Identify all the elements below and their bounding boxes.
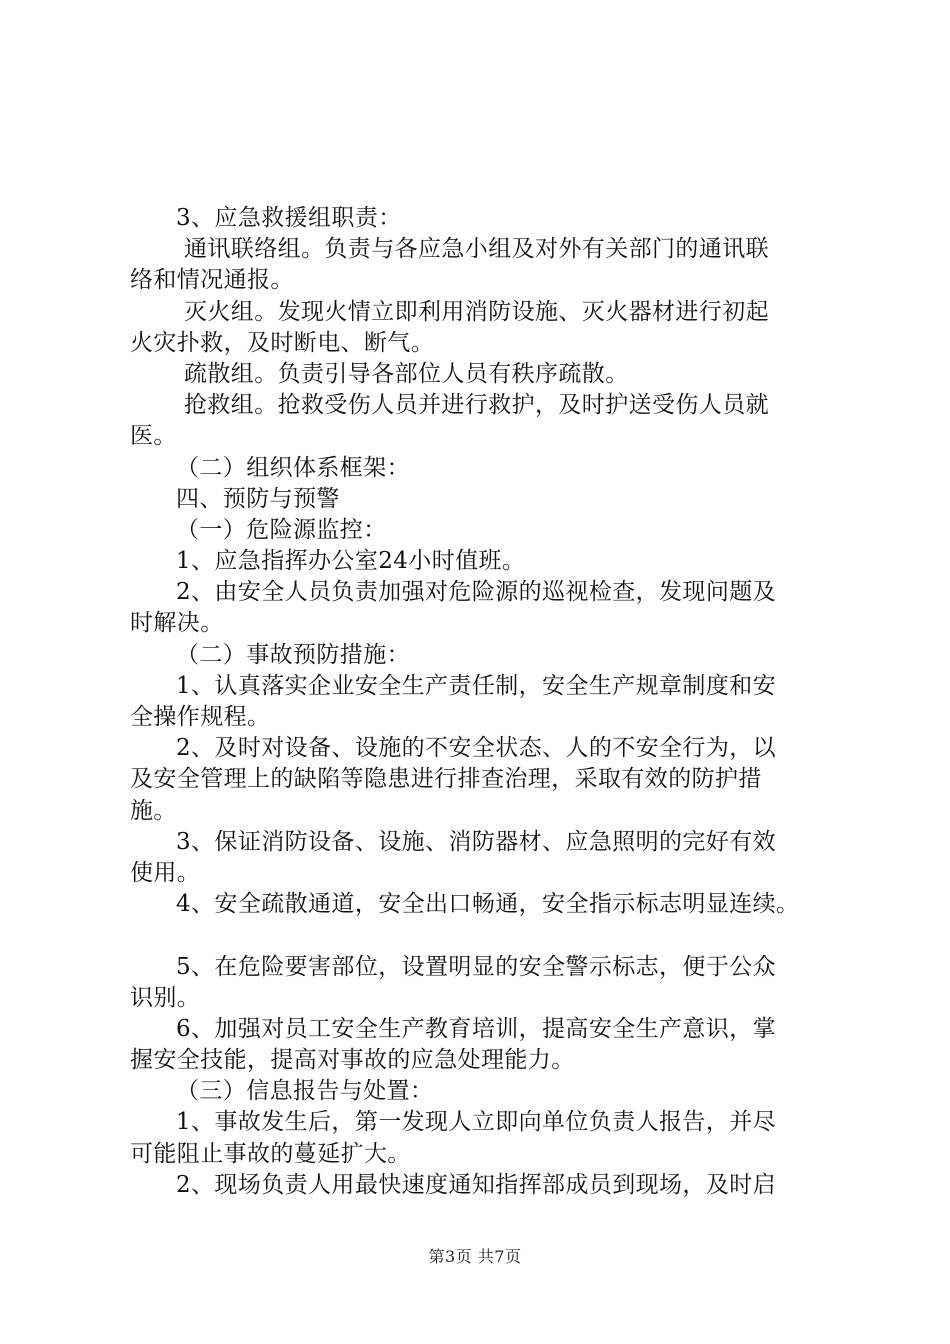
paragraph-line: 2、现场负责人用最快速度通知指挥部成员到现场，及时启 [176, 1171, 777, 1198]
section-heading: （二）组织体系框架： [176, 454, 410, 481]
paragraph-line: 及安全管理上的缺陷等隐患进行排查治理，采取有效的防护措 [130, 766, 762, 793]
paragraph-line: 医。 [130, 423, 177, 450]
blank-line [130, 920, 830, 951]
document-body [130, 203, 830, 1201]
paragraph-line: 使用。 [130, 859, 201, 886]
paragraph-line: 全操作规程。 [130, 704, 271, 730]
paragraph-line: 4、安全疏散通道，安全出口畅通，安全指示标志明显连续。 [176, 891, 800, 918]
section-heading: 3、应急救援组职责： [176, 205, 402, 231]
paragraph-line: 握安全技能，提高对事故的应急处理能力。 [130, 1047, 575, 1074]
paragraph-line: 3、保证消防设备、设施、消防器材、应急照明的完好有效 [176, 828, 777, 855]
paragraph-line: 抢救组。抢救受伤人员并进行救护，及时护送受伤人员就 [184, 392, 769, 419]
paragraph-line: 1、事故发生后，第一发现人立即向单位负责人报告，并尽 [176, 1109, 777, 1136]
paragraph-line: 2、由安全人员负责加强对危险源的巡视检查，发现问题及 [176, 579, 777, 606]
paragraph-line: 火灾扑救，及时断电、断气。 [130, 329, 435, 356]
paragraph-line: 通讯联络组。负责与各应急小组及对外有关部门的通讯联 [184, 236, 769, 263]
section-heading: （一）危险源监控： [176, 516, 387, 543]
paragraph-line: 1、认真落实企业安全生产责任制，安全生产规章制度和安 [176, 672, 777, 699]
paragraph-line: 5、在危险要害部位，设置明显的安全警示标志，便于公众 [176, 953, 777, 980]
paragraph-line: 可能阻止事故的蔓延扩大。 [130, 1140, 411, 1167]
paragraph-line: 施。 [130, 797, 177, 824]
paragraph-line: 灭火组。发现火情立即利用消防设施、灭火器材进行初起 [184, 298, 769, 325]
section-heading: （二）事故预防措施： [176, 641, 410, 668]
paragraph-line: 1、应急指挥办公室24小时值班。 [176, 548, 526, 575]
section-heading: （三）信息报告与处置： [176, 1078, 434, 1105]
section-heading: 四、预防与预警 [176, 485, 340, 512]
paragraph-line: 2、及时对设备、设施的不安全状态、人的不安全行为，以 [176, 735, 777, 762]
paragraph-line: 络和情况通报。 [130, 267, 294, 294]
page-number-footer: 第3页 共7页 [428, 1247, 522, 1266]
paragraph-line: 6、加强对员工安全生产教育培训，提高安全生产意识，掌 [176, 1015, 777, 1042]
paragraph-line: 识别。 [130, 984, 201, 1011]
paragraph-line: 疏散组。负责引导各部位人员有秩序疏散。 [184, 360, 629, 387]
paragraph-line: 时解决。 [130, 610, 224, 637]
